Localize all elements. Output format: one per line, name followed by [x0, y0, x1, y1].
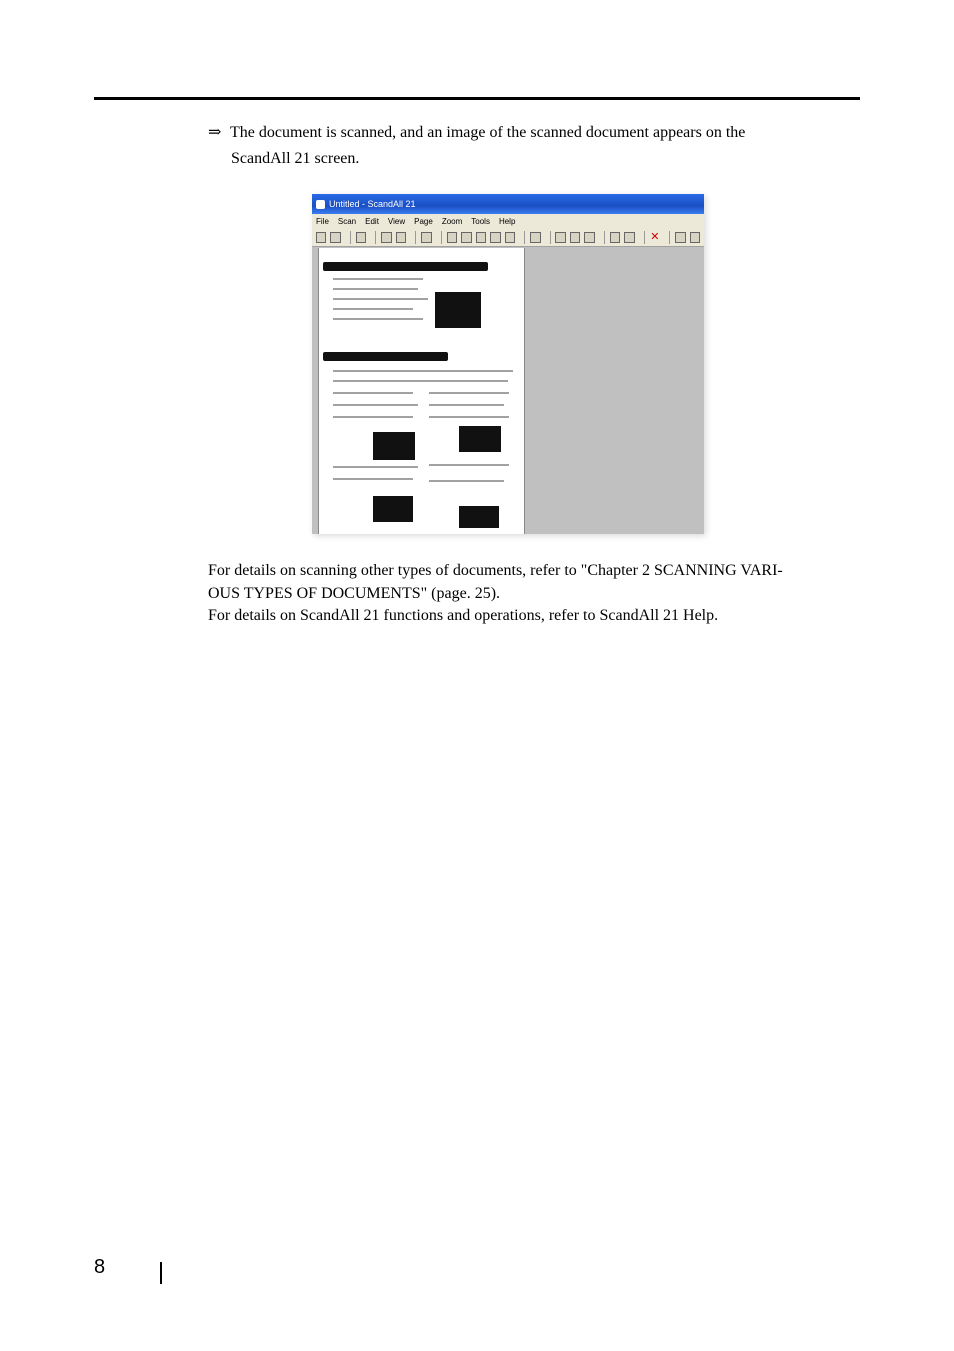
copy-icon	[570, 232, 580, 243]
scanned-photo	[459, 506, 499, 528]
toolbar-separator	[524, 231, 525, 244]
scanned-text-line	[429, 416, 509, 418]
scanned-text-line	[333, 466, 418, 468]
scanned-text-line	[333, 318, 423, 320]
scanned-text-line	[429, 404, 504, 406]
result-arrow: ⇒	[208, 124, 222, 141]
scanned-photo	[373, 432, 415, 460]
page-number: 8	[94, 1256, 106, 1278]
toolbar-separator	[441, 231, 442, 244]
toolbar-separator	[550, 231, 551, 244]
scanned-text-line	[333, 380, 508, 382]
paragraph-help: For details on ScandAll 21 functions and operations, refer to ScandAll 21 Help.	[208, 607, 719, 624]
scanner-icon	[490, 232, 500, 243]
menu-view: View	[387, 216, 406, 226]
scanned-text-line	[333, 478, 413, 480]
scanned-text-line	[333, 278, 423, 280]
window-title: Untitled - ScandAll 21	[329, 199, 416, 209]
paste-icon	[584, 232, 594, 243]
print-preview-icon	[396, 232, 406, 243]
scan-append-icon	[505, 232, 515, 243]
menu-zoom: Zoom	[441, 216, 463, 226]
properties-icon	[356, 232, 366, 243]
empty-workspace	[525, 248, 704, 534]
scanned-photo	[373, 496, 413, 522]
app-icon	[316, 200, 325, 209]
cut-icon	[555, 232, 565, 243]
scandall-window-screenshot	[312, 194, 704, 534]
scan-settings-icon	[461, 232, 471, 243]
window-client-area	[312, 248, 704, 534]
rotate-right-icon	[624, 232, 634, 243]
paragraph-line: For details on scanning other types of documents, refer to "Chapter 2 SCANNING VARI-	[208, 562, 783, 579]
print-icon	[381, 232, 391, 243]
scanned-section-header	[323, 352, 448, 361]
ocr-icon	[530, 232, 540, 243]
window-titlebar	[312, 194, 704, 214]
toolbar-separator	[669, 231, 670, 244]
open-icon	[316, 232, 326, 243]
thumbnail-pane-edge	[312, 248, 319, 534]
menu-scan: Scan	[337, 216, 357, 226]
delete-icon: ✕	[650, 230, 660, 243]
paragraph-line: OUS TYPES OF DOCUMENTS" (page. 25).	[208, 584, 501, 602]
toolbar-separator	[415, 231, 416, 244]
paragraph-other-documents	[208, 560, 848, 605]
scanned-page-image	[319, 248, 525, 534]
scanned-text-line	[333, 298, 428, 300]
rotate-left-icon	[610, 232, 620, 243]
toolbar-separator	[604, 231, 605, 244]
result-text-line1: The document is scanned, and an image of the scanned document appears on the	[230, 124, 746, 141]
scanned-text-line	[333, 308, 413, 310]
top-rule	[94, 97, 860, 100]
scanned-section-header	[323, 262, 488, 271]
menu-page: Page	[414, 216, 433, 226]
footer-bar	[160, 1262, 162, 1284]
toolbar-separator	[644, 231, 645, 244]
scanned-text-line	[333, 416, 413, 418]
scanned-text-line	[429, 392, 509, 394]
exit-icon	[421, 232, 431, 243]
menu-tools: Tools	[471, 216, 490, 226]
menu-edit: Edit	[365, 216, 379, 226]
result-text-line2: ScandAll 21 screen.	[231, 150, 360, 167]
menu-file: File	[316, 216, 329, 226]
save-icon	[330, 232, 340, 243]
toolbar	[312, 228, 704, 247]
toolbar-separator	[375, 231, 376, 244]
scan-icon	[447, 232, 457, 243]
scanned-text-line	[429, 464, 509, 466]
scanned-photo	[435, 292, 481, 328]
menu-help: Help	[498, 216, 516, 226]
scanned-text-line	[333, 288, 418, 290]
scan-batch-icon	[476, 232, 486, 243]
toolbar-separator	[350, 231, 351, 244]
zoom-out-icon	[690, 232, 700, 243]
scanned-text-line	[429, 480, 504, 482]
scanned-text-line	[333, 370, 513, 372]
scanned-text-line	[333, 404, 418, 406]
zoom-in-icon	[675, 232, 685, 243]
menubar	[312, 214, 704, 228]
result-statement	[208, 120, 848, 172]
scanned-photo	[459, 426, 501, 452]
scanned-text-line	[333, 392, 413, 394]
